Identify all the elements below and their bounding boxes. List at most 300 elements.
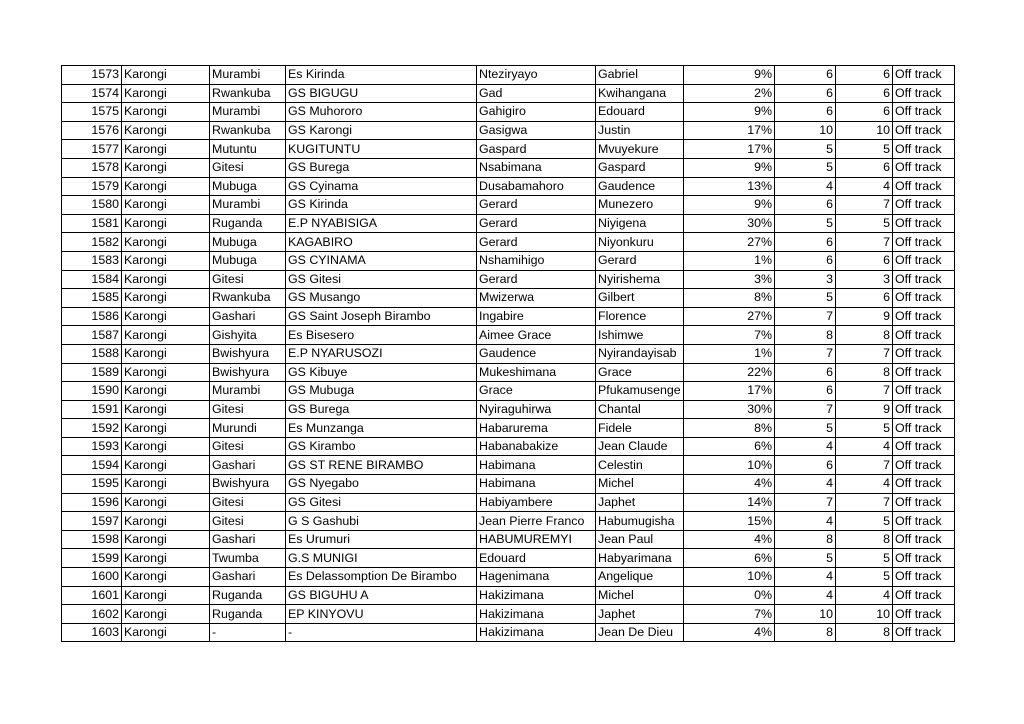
cell-last-name: Hakizimana [477,623,596,642]
cell-first-name: Michel [596,586,684,605]
table-row [62,196,955,215]
cell-status: Off track [893,103,955,122]
cell-row-number: 1576 [62,121,122,140]
cell-last-name: Gerard [477,196,596,215]
cell-score-b: 6 [836,66,893,85]
cell-percentage: 30% [684,214,775,233]
cell-school: GS Karongi [286,121,477,140]
cell-score-b: 5 [836,549,893,568]
cell-row-number: 1588 [62,344,122,363]
cell-last-name: Mwizerwa [477,289,596,308]
cell-first-name: Jean Paul [596,530,684,549]
cell-first-name: Gaudence [596,177,684,196]
cell-score-a: 5 [775,140,836,159]
table-row [62,549,955,568]
cell-score-a: 4 [775,568,836,587]
cell-first-name: Angelique [596,568,684,587]
cell-score-b: 6 [836,84,893,103]
cell-score-b: 6 [836,103,893,122]
cell-row-number: 1599 [62,549,122,568]
cell-row-number: 1577 [62,140,122,159]
cell-district: Karongi [122,512,210,531]
cell-last-name: Dusabamahoro [477,177,596,196]
cell-score-b: 3 [836,270,893,289]
cell-district: Karongi [122,586,210,605]
cell-first-name: Niyonkuru [596,233,684,252]
cell-status: Off track [893,140,955,159]
cell-first-name: Habumugisha [596,512,684,531]
cell-score-a: 5 [775,214,836,233]
cell-row-number: 1596 [62,493,122,512]
cell-status: Off track [893,196,955,215]
cell-last-name: Gahigiro [477,103,596,122]
cell-last-name: HABUMUREMYI [477,530,596,549]
cell-percentage: 4% [684,623,775,642]
table-row [62,475,955,494]
cell-status: Off track [893,214,955,233]
cell-score-a: 10 [775,121,836,140]
cell-percentage: 17% [684,140,775,159]
cell-last-name: Nyiraguhirwa [477,400,596,419]
cell-district: Karongi [122,177,210,196]
cell-row-number: 1579 [62,177,122,196]
cell-sector: Rwankuba [210,289,286,308]
cell-school: Es Bisesero [286,326,477,345]
cell-sector: Bwishyura [210,475,286,494]
cell-status: Off track [893,400,955,419]
cell-score-a: 4 [775,586,836,605]
cell-score-b: 6 [836,289,893,308]
cell-percentage: 13% [684,177,775,196]
cell-row-number: 1592 [62,419,122,438]
cell-status: Off track [893,493,955,512]
cell-score-b: 7 [836,344,893,363]
cell-score-b: 5 [836,140,893,159]
table-row [62,158,955,177]
cell-school: GS Kirambo [286,437,477,456]
cell-status: Off track [893,307,955,326]
cell-first-name: Jean De Dieu [596,623,684,642]
table-row [62,177,955,196]
table-row [62,605,955,624]
cell-percentage: 9% [684,66,775,85]
table-row [62,140,955,159]
cell-percentage: 1% [684,251,775,270]
cell-row-number: 1578 [62,158,122,177]
cell-sector: Gitesi [210,158,286,177]
cell-school: Es Kirinda [286,66,477,85]
cell-score-b: 7 [836,456,893,475]
cell-sector: Bwishyura [210,344,286,363]
cell-percentage: 22% [684,363,775,382]
cell-percentage: 9% [684,196,775,215]
cell-score-b: 8 [836,326,893,345]
cell-row-number: 1587 [62,326,122,345]
cell-score-b: 8 [836,530,893,549]
cell-score-b: 5 [836,419,893,438]
cell-sector: Gitesi [210,270,286,289]
cell-score-b: 7 [836,196,893,215]
cell-sector: Mutuntu [210,140,286,159]
cell-sector: Gitesi [210,493,286,512]
table-row [62,456,955,475]
cell-row-number: 1594 [62,456,122,475]
cell-score-a: 7 [775,307,836,326]
cell-percentage: 10% [684,568,775,587]
cell-sector: Gitesi [210,437,286,456]
cell-sector: Gashari [210,568,286,587]
cell-first-name: Pfukamusenge [596,382,684,401]
cell-school: GS Muhororo [286,103,477,122]
cell-score-a: 6 [775,103,836,122]
cell-status: Off track [893,289,955,308]
cell-last-name: Nshamihigo [477,251,596,270]
cell-status: Off track [893,419,955,438]
cell-score-a: 4 [775,437,836,456]
cell-row-number: 1595 [62,475,122,494]
cell-percentage: 6% [684,437,775,456]
cell-sector: Gashari [210,307,286,326]
cell-last-name: Habarurema [477,419,596,438]
cell-row-number: 1597 [62,512,122,531]
cell-school: GS Mubuga [286,382,477,401]
cell-last-name: Gaudence [477,344,596,363]
table-row [62,568,955,587]
cell-score-b: 4 [836,586,893,605]
cell-score-a: 6 [775,66,836,85]
cell-district: Karongi [122,623,210,642]
cell-last-name: Edouard [477,549,596,568]
cell-last-name: Nteziryayo [477,66,596,85]
cell-status: Off track [893,233,955,252]
cell-status: Off track [893,586,955,605]
cell-score-b: 8 [836,623,893,642]
cell-district: Karongi [122,289,210,308]
cell-status: Off track [893,158,955,177]
cell-last-name: Nsabimana [477,158,596,177]
cell-first-name: Gabriel [596,66,684,85]
table-row [62,400,955,419]
cell-sector: Twumba [210,549,286,568]
cell-score-a: 5 [775,549,836,568]
cell-school: GS Saint Joseph Birambo [286,307,477,326]
cell-score-b: 9 [836,400,893,419]
cell-percentage: 30% [684,400,775,419]
cell-score-a: 4 [775,475,836,494]
cell-row-number: 1584 [62,270,122,289]
cell-percentage: 14% [684,493,775,512]
cell-status: Off track [893,177,955,196]
cell-last-name: Gasigwa [477,121,596,140]
table-row [62,419,955,438]
cell-district: Karongi [122,344,210,363]
cell-school: GS BIGUGU [286,84,477,103]
cell-sector: Murambi [210,196,286,215]
cell-sector: Mubuga [210,177,286,196]
table-row [62,233,955,252]
cell-sector: Murambi [210,103,286,122]
cell-status: Off track [893,363,955,382]
cell-status: Off track [893,530,955,549]
cell-sector: Bwishyura [210,363,286,382]
cell-score-b: 4 [836,177,893,196]
cell-sector: Gashari [210,456,286,475]
cell-district: Karongi [122,233,210,252]
cell-percentage: 4% [684,530,775,549]
cell-last-name: Aimee Grace [477,326,596,345]
cell-district: Karongi [122,307,210,326]
cell-district: Karongi [122,475,210,494]
cell-sector: Mubuga [210,251,286,270]
cell-school: E.P NYABISIGA [286,214,477,233]
cell-status: Off track [893,121,955,140]
table-row [62,437,955,456]
cell-sector: Murambi [210,66,286,85]
cell-last-name: Ingabire [477,307,596,326]
cell-score-a: 7 [775,493,836,512]
cell-first-name: Munezero [596,196,684,215]
cell-row-number: 1573 [62,66,122,85]
cell-district: Karongi [122,568,210,587]
data-table [61,65,955,642]
cell-score-a: 8 [775,530,836,549]
table-row [62,103,955,122]
table-row [62,623,955,642]
cell-first-name: Jean Claude [596,437,684,456]
cell-first-name: Habyarimana [596,549,684,568]
cell-score-b: 10 [836,605,893,624]
cell-row-number: 1603 [62,623,122,642]
table-row [62,326,955,345]
cell-score-b: 10 [836,121,893,140]
cell-school: GS Musango [286,289,477,308]
cell-first-name: Florence [596,307,684,326]
cell-row-number: 1574 [62,84,122,103]
cell-percentage: 1% [684,344,775,363]
cell-district: Karongi [122,456,210,475]
cell-first-name: Grace [596,363,684,382]
cell-sector: Ruganda [210,214,286,233]
cell-district: Karongi [122,549,210,568]
cell-district: Karongi [122,140,210,159]
cell-percentage: 15% [684,512,775,531]
cell-school: GS Gitesi [286,493,477,512]
cell-score-a: 7 [775,400,836,419]
cell-district: Karongi [122,530,210,549]
table-row [62,586,955,605]
cell-sector: - [210,623,286,642]
cell-district: Karongi [122,493,210,512]
cell-first-name: Japhet [596,605,684,624]
cell-row-number: 1591 [62,400,122,419]
cell-school: G S Gashubi [286,512,477,531]
cell-first-name: Nyirishema [596,270,684,289]
cell-score-b: 8 [836,363,893,382]
cell-score-a: 10 [775,605,836,624]
cell-school: GS CYINAMA [286,251,477,270]
cell-score-a: 6 [775,196,836,215]
cell-last-name: Gerard [477,214,596,233]
cell-row-number: 1580 [62,196,122,215]
cell-district: Karongi [122,121,210,140]
cell-last-name: Habimana [477,475,596,494]
cell-row-number: 1601 [62,586,122,605]
cell-score-b: 5 [836,214,893,233]
cell-score-a: 3 [775,270,836,289]
cell-last-name: Gerard [477,233,596,252]
cell-first-name: Gilbert [596,289,684,308]
cell-sector: Gishyita [210,326,286,345]
table-row [62,382,955,401]
cell-school: KUGITUNTU [286,140,477,159]
cell-percentage: 17% [684,121,775,140]
cell-percentage: 17% [684,382,775,401]
cell-sector: Murambi [210,382,286,401]
table-row [62,270,955,289]
cell-district: Karongi [122,326,210,345]
table-body [62,66,955,642]
cell-status: Off track [893,326,955,345]
cell-status: Off track [893,512,955,531]
cell-last-name: Grace [477,382,596,401]
cell-first-name: Edouard [596,103,684,122]
cell-sector: Ruganda [210,605,286,624]
cell-last-name: Habimana [477,456,596,475]
cell-school: GS Cyinama [286,177,477,196]
cell-first-name: Japhet [596,493,684,512]
cell-score-a: 6 [775,233,836,252]
cell-sector: Gashari [210,530,286,549]
cell-last-name: Gaspard [477,140,596,159]
cell-percentage: 0% [684,586,775,605]
cell-status: Off track [893,344,955,363]
cell-sector: Rwankuba [210,121,286,140]
cell-school: GS Burega [286,400,477,419]
cell-status: Off track [893,605,955,624]
cell-district: Karongi [122,214,210,233]
cell-first-name: Gerard [596,251,684,270]
cell-first-name: Kwihangana [596,84,684,103]
cell-status: Off track [893,475,955,494]
cell-district: Karongi [122,66,210,85]
cell-last-name: Habiyambere [477,493,596,512]
cell-percentage: 2% [684,84,775,103]
cell-school: GS Nyegabo [286,475,477,494]
cell-status: Off track [893,623,955,642]
cell-percentage: 3% [684,270,775,289]
table-row [62,530,955,549]
cell-school: KAGABIRO [286,233,477,252]
cell-sector: Rwankuba [210,84,286,103]
cell-score-b: 5 [836,512,893,531]
cell-sector: Gitesi [210,512,286,531]
cell-status: Off track [893,382,955,401]
cell-row-number: 1585 [62,289,122,308]
cell-district: Karongi [122,400,210,419]
cell-percentage: 7% [684,605,775,624]
cell-score-b: 5 [836,568,893,587]
cell-school: Es Delassomption De Birambo [286,568,477,587]
cell-status: Off track [893,549,955,568]
cell-score-b: 9 [836,307,893,326]
cell-last-name: Gad [477,84,596,103]
cell-percentage: 9% [684,158,775,177]
cell-percentage: 27% [684,233,775,252]
cell-district: Karongi [122,103,210,122]
cell-percentage: 9% [684,103,775,122]
cell-school: GS Gitesi [286,270,477,289]
cell-school: Es Munzanga [286,419,477,438]
cell-score-b: 7 [836,233,893,252]
cell-last-name: Jean Pierre Franco [477,512,596,531]
cell-row-number: 1600 [62,568,122,587]
cell-district: Karongi [122,158,210,177]
cell-score-a: 4 [775,512,836,531]
cell-score-a: 6 [775,84,836,103]
cell-district: Karongi [122,270,210,289]
cell-score-a: 6 [775,456,836,475]
cell-last-name: Hagenimana [477,568,596,587]
table-row [62,289,955,308]
cell-row-number: 1589 [62,363,122,382]
cell-score-a: 4 [775,177,836,196]
table-row [62,66,955,85]
cell-row-number: 1593 [62,437,122,456]
cell-district: Karongi [122,419,210,438]
cell-score-a: 8 [775,326,836,345]
cell-district: Karongi [122,84,210,103]
cell-score-a: 5 [775,158,836,177]
cell-first-name: Justin [596,121,684,140]
cell-score-b: 4 [836,437,893,456]
cell-status: Off track [893,84,955,103]
table-row [62,251,955,270]
cell-sector: Murundi [210,419,286,438]
cell-school: GS Burega [286,158,477,177]
cell-school: GS ST RENE BIRAMBO [286,456,477,475]
cell-row-number: 1590 [62,382,122,401]
cell-row-number: 1575 [62,103,122,122]
table-row [62,121,955,140]
cell-score-b: 6 [836,251,893,270]
cell-last-name: Hakizimana [477,586,596,605]
table-row [62,493,955,512]
cell-row-number: 1598 [62,530,122,549]
cell-score-a: 6 [775,363,836,382]
cell-status: Off track [893,270,955,289]
table-row [62,84,955,103]
cell-status: Off track [893,66,955,85]
cell-score-a: 8 [775,623,836,642]
cell-district: Karongi [122,437,210,456]
cell-score-b: 6 [836,158,893,177]
table-row [62,307,955,326]
cell-score-b: 7 [836,382,893,401]
cell-first-name: Niyigena [596,214,684,233]
cell-district: Karongi [122,382,210,401]
cell-district: Karongi [122,605,210,624]
cell-school: GS Kirinda [286,196,477,215]
cell-last-name: Hakizimana [477,605,596,624]
cell-first-name: Ishimwe [596,326,684,345]
cell-district: Karongi [122,196,210,215]
cell-school: - [286,623,477,642]
cell-percentage: 4% [684,475,775,494]
cell-percentage: 10% [684,456,775,475]
cell-status: Off track [893,251,955,270]
cell-percentage: 7% [684,326,775,345]
cell-school: GS BIGUHU A [286,586,477,605]
